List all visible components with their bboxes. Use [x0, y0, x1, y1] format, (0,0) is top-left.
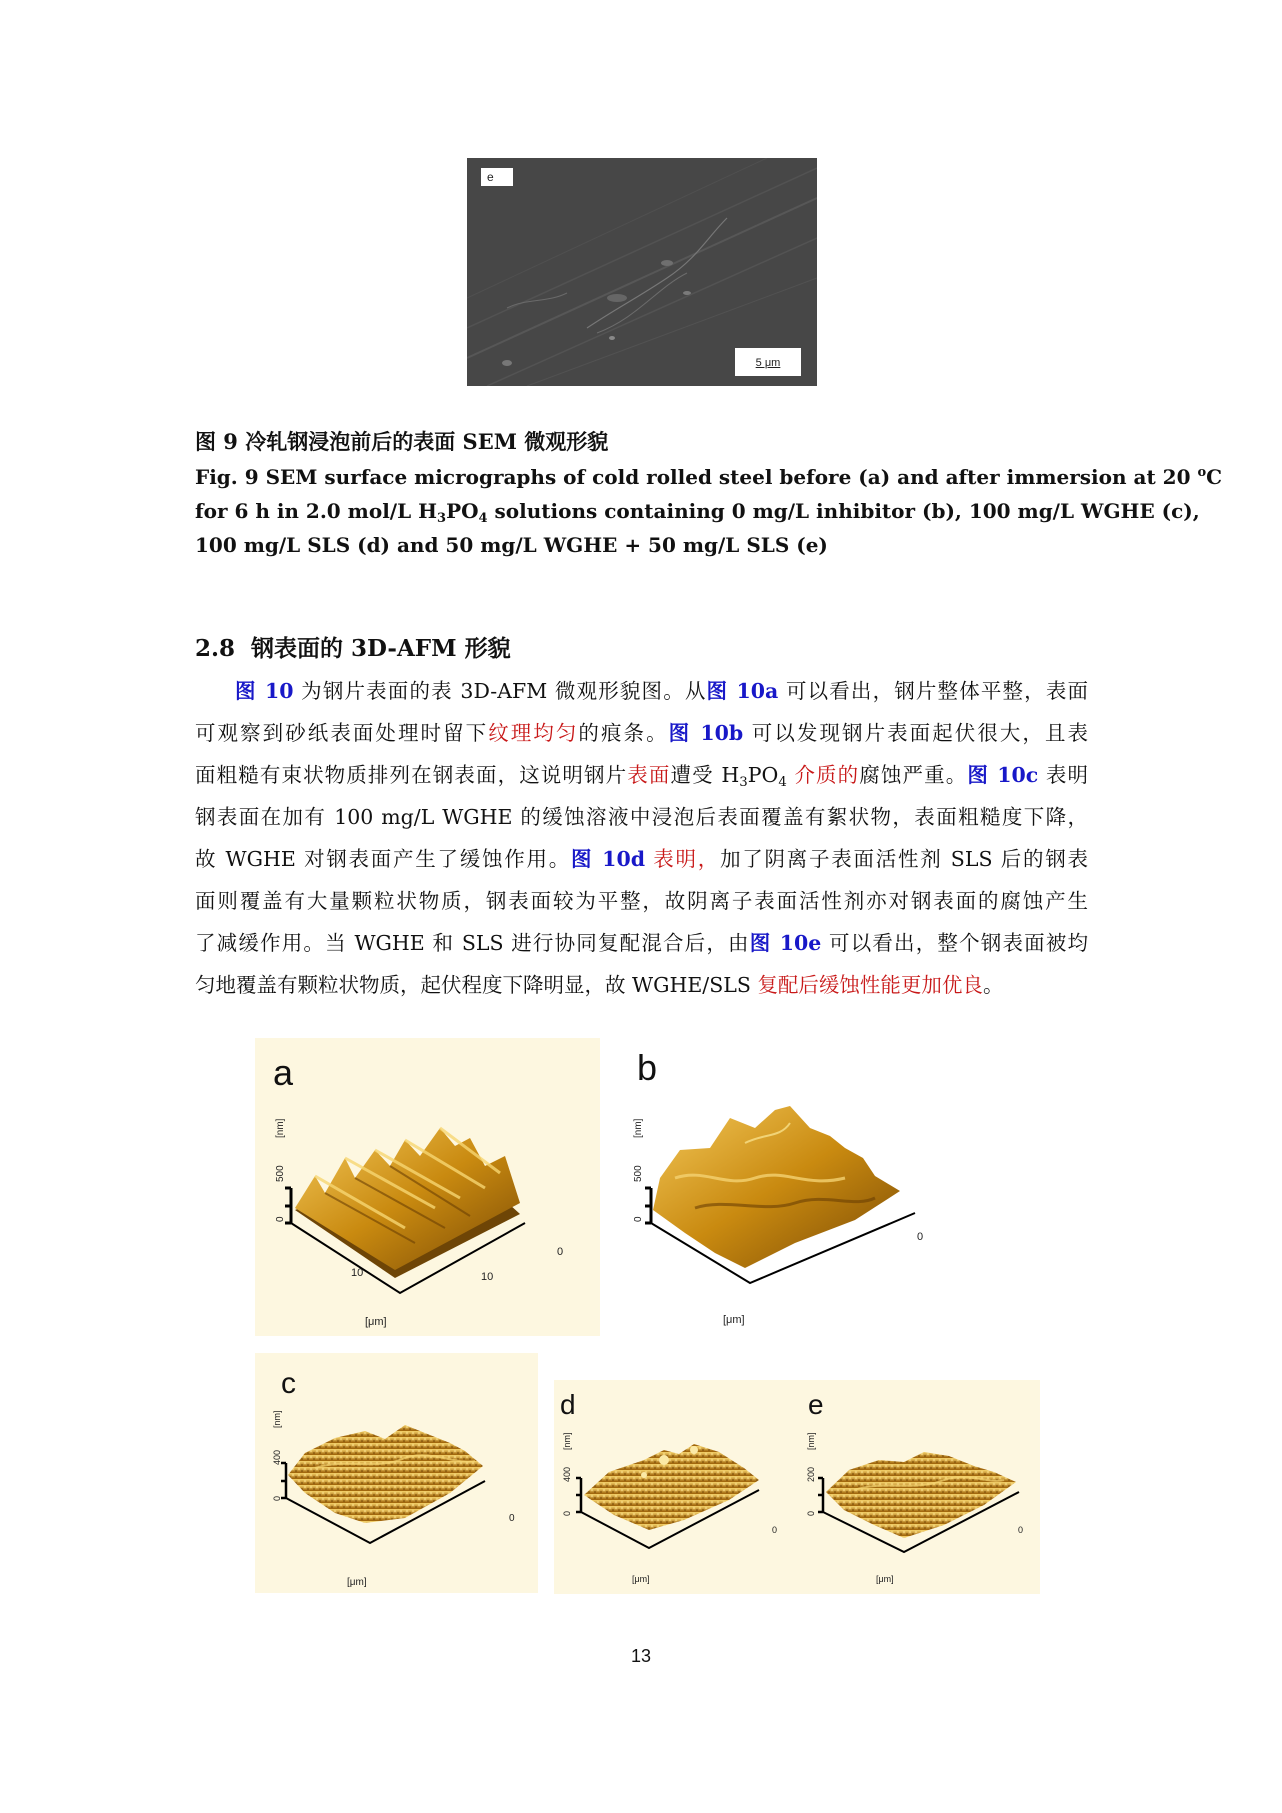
afm-panel-label: e [808, 1389, 824, 1420]
z-tick-label: 0 [633, 1216, 644, 1222]
z-axis-bar [576, 1478, 581, 1512]
paragraph-line: 故 WGHE 对钢表面产生了缓蚀作用。图 10d 表明，加了阴离子表面活性剂 SLS 后的钢表 [195, 847, 1089, 871]
paragraph-line: 匀地覆盖有颗粒状物质，起伏程度下降明显，故 WGHE/SLS 复配后缓蚀性能更加优良。 [195, 973, 1004, 997]
figure-ref-link[interactable]: 图 10c [967, 763, 1039, 787]
afm-panel-label: c [281, 1367, 296, 1400]
figure-ref-link[interactable]: 图 10e [749, 931, 822, 955]
z-axis-unit: [nm] [633, 1118, 644, 1138]
paragraph-line: 面则覆盖有大量颗粒状物质，钢表面较为平整，故阴离子表面活性剂亦对钢表面的腐蚀产生 [195, 889, 1088, 913]
afm-panel-c [255, 1353, 538, 1593]
x-axis-end-label: 0 [557, 1246, 564, 1258]
x-axis-end-label: 0 [509, 1513, 515, 1524]
xy-axis-unit: [μm] [365, 1316, 387, 1328]
x-axis-end-label: 0 [1018, 1525, 1024, 1535]
caption-en-line-1: Fig. 9 SEM surface micrographs of cold rolled steel before (a) and after immersion at 20 $^o$C [195, 465, 1223, 489]
afm-panel-b [615, 1038, 945, 1336]
afm-particle [659, 1455, 669, 1465]
z-axis-bar [281, 1463, 286, 1498]
afm-particle [641, 1472, 647, 1478]
z-axis-unit: [nm] [275, 1118, 286, 1138]
figure-9-caption-cn: 图 9 冷轧钢浸泡前后的表面 SEM 微观形貌 [195, 429, 609, 454]
z-tick-label: 0 [272, 1495, 282, 1501]
x-axis-end-label: 0 [772, 1525, 778, 1535]
afm-surface [826, 1452, 1016, 1538]
z-tick-label: 500 [633, 1165, 644, 1182]
z-tick-label: 400 [272, 1449, 282, 1465]
z-axis-unit: [nm] [806, 1432, 816, 1450]
afm-surface [653, 1106, 900, 1268]
z-axis-bar [818, 1478, 823, 1512]
x-axis-tick-label: 10 [351, 1267, 364, 1279]
afm-surface [295, 1128, 520, 1270]
xy-axis-unit: [μm] [876, 1574, 894, 1584]
figure-ref-link[interactable]: 图 10b [668, 721, 744, 745]
z-axis-unit: [nm] [562, 1432, 572, 1450]
figure-ref-link[interactable]: 图 10d [571, 847, 646, 871]
y-axis-tick-label: 10 [481, 1271, 494, 1283]
x-axis-end-label: 0 [917, 1231, 924, 1243]
caption-en-line-3: 100 mg/L SLS (d) and 50 mg/L WGHE + 50 mg/L SLS (e) [195, 533, 828, 557]
z-tick-label: 200 [806, 1466, 816, 1482]
sem-micrograph [467, 158, 817, 386]
paragraph-line: 钢表面在加有 100 mg/L WGHE 的缓蚀溶液中浸泡后表面覆盖有絮状物，表面粗糙度下降， [195, 805, 1088, 829]
paragraph-line: 面粗糙有束状物质排列在钢表面，这说明钢片表面遭受 $H_3PO_4$ 介质的腐蚀严重。图 10c 表明 [195, 763, 1088, 790]
z-tick-label: 400 [562, 1466, 572, 1482]
sem-panel-label: e [481, 168, 513, 186]
z-tick-label: 0 [562, 1510, 572, 1516]
afm-panel-e [794, 1380, 1040, 1594]
z-tick-label: 0 [275, 1216, 286, 1222]
body-paragraph [195, 670, 1088, 1006]
xy-axis-unit: [μm] [723, 1314, 745, 1326]
caption-en-line-2: for 6 h in 2.0 mol/L $H_3PO_4$ solutions containing 0 mg/L inhibitor (b), 100 mg/L WGHE (c), [195, 499, 1200, 526]
figure-ref-link[interactable]: 图 10 [235, 679, 294, 703]
figure-ref-link[interactable]: 图 10a [706, 679, 779, 703]
afm-surface [288, 1425, 483, 1523]
page-number: 13 [630, 1646, 652, 1666]
afm-panel-label: d [560, 1389, 576, 1420]
afm-surface [584, 1444, 759, 1530]
afm-panel-label: a [273, 1052, 294, 1093]
paragraph-line: 可观察到砂纸表面处理时留下纹理均匀的痕条。图 10b 可以发现钢片表面起伏很大，且表 [195, 721, 1089, 745]
figure-9-caption-en [195, 460, 1223, 562]
afm-panel-d [554, 1380, 794, 1594]
afm-panel-a [255, 1038, 600, 1336]
afm-particle [690, 1446, 698, 1454]
z-axis-unit: [nm] [272, 1410, 282, 1428]
paragraph-line: 图 10 为钢片表面的表 3D-AFM 微观形貌图。从图 10a 可以看出，钢片整体平整，表面 [235, 679, 1088, 703]
afm-panel-label: b [637, 1047, 658, 1088]
z-tick-label: 500 [275, 1165, 286, 1182]
xy-axis-unit: [μm] [632, 1574, 650, 1584]
sem-scale-bar: 5 μm [735, 348, 801, 376]
z-axis-bar [645, 1188, 651, 1223]
z-tick-label: 0 [806, 1510, 816, 1516]
xy-axis-unit: [μm] [347, 1577, 367, 1588]
paragraph-line: 了减缓作用。当 WGHE 和 SLS 进行协同复配混合后，由图 10e 可以看出，整个钢表面被均 [195, 931, 1089, 955]
section-heading: 2.8 钢表面的 3D-AFM 形貌 [195, 635, 511, 662]
